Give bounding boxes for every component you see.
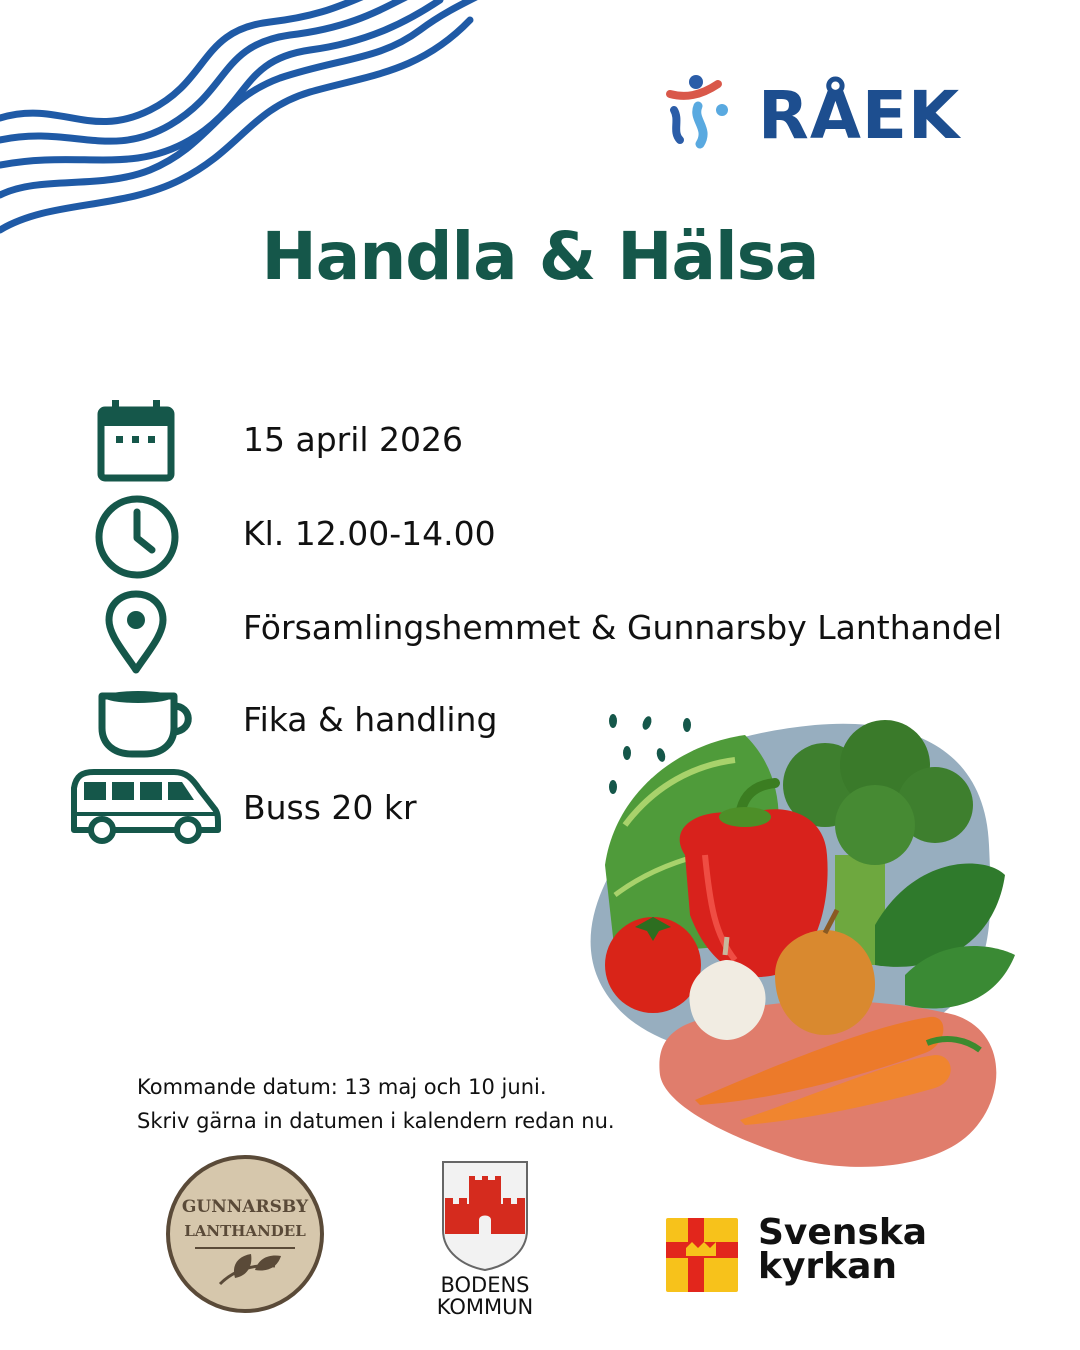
svenska-kyrkan-cross-icon [666, 1218, 738, 1292]
calendar-reminder-line: Skriv gärna in datumen i kalendern redan nu. [137, 1109, 615, 1133]
upcoming-dates-note [137, 1070, 615, 1138]
svenska-kyrkan-line1: Svenska [758, 1212, 928, 1253]
upcoming-dates-line: Kommande datum: 13 maj och 10 juni. [137, 1075, 547, 1099]
svenska-kyrkan-line2: kyrkan [758, 1246, 898, 1287]
raek-logo [660, 70, 980, 160]
bodens-line2: KOMMUN [436, 1295, 534, 1319]
coffee-cup-icon [96, 684, 196, 760]
bus-icon [68, 768, 222, 846]
event-activity: Fika & handling [243, 700, 498, 739]
gunnarsby-line2: LANTHANDEL [184, 1222, 306, 1240]
svenska-kyrkan-logo [666, 1212, 928, 1296]
location-pin-icon [104, 590, 168, 674]
brand-name: RÅEK [758, 77, 961, 154]
bodens-line1: BODENS [440, 1273, 530, 1297]
vegetables-illustration [575, 705, 1015, 1180]
event-time: Kl. 12.00-14.00 [243, 514, 496, 553]
gunnarsby-badge [165, 1154, 325, 1314]
bodens-kommun-name [428, 1274, 542, 1318]
event-location: Församlingshemmet & Gunnarsby Lanthandel [243, 608, 1003, 647]
event-bus-price: Buss 20 kr [243, 788, 417, 827]
gunnarsby-lanthandel-logo [165, 1154, 325, 1318]
svenska-kyrkan-name [758, 1212, 928, 1287]
calendar-icon [96, 398, 178, 484]
page-title: Handla & Hälsa [261, 218, 819, 295]
wave-decoration [0, 0, 500, 240]
event-date: 15 april 2026 [243, 420, 464, 459]
clock-icon [92, 492, 182, 582]
bodens-coat-of-arms-icon [441, 1160, 529, 1272]
gunnarsby-line1: GUNNARSBY [181, 1197, 309, 1217]
raek-figure-icon [660, 70, 750, 160]
